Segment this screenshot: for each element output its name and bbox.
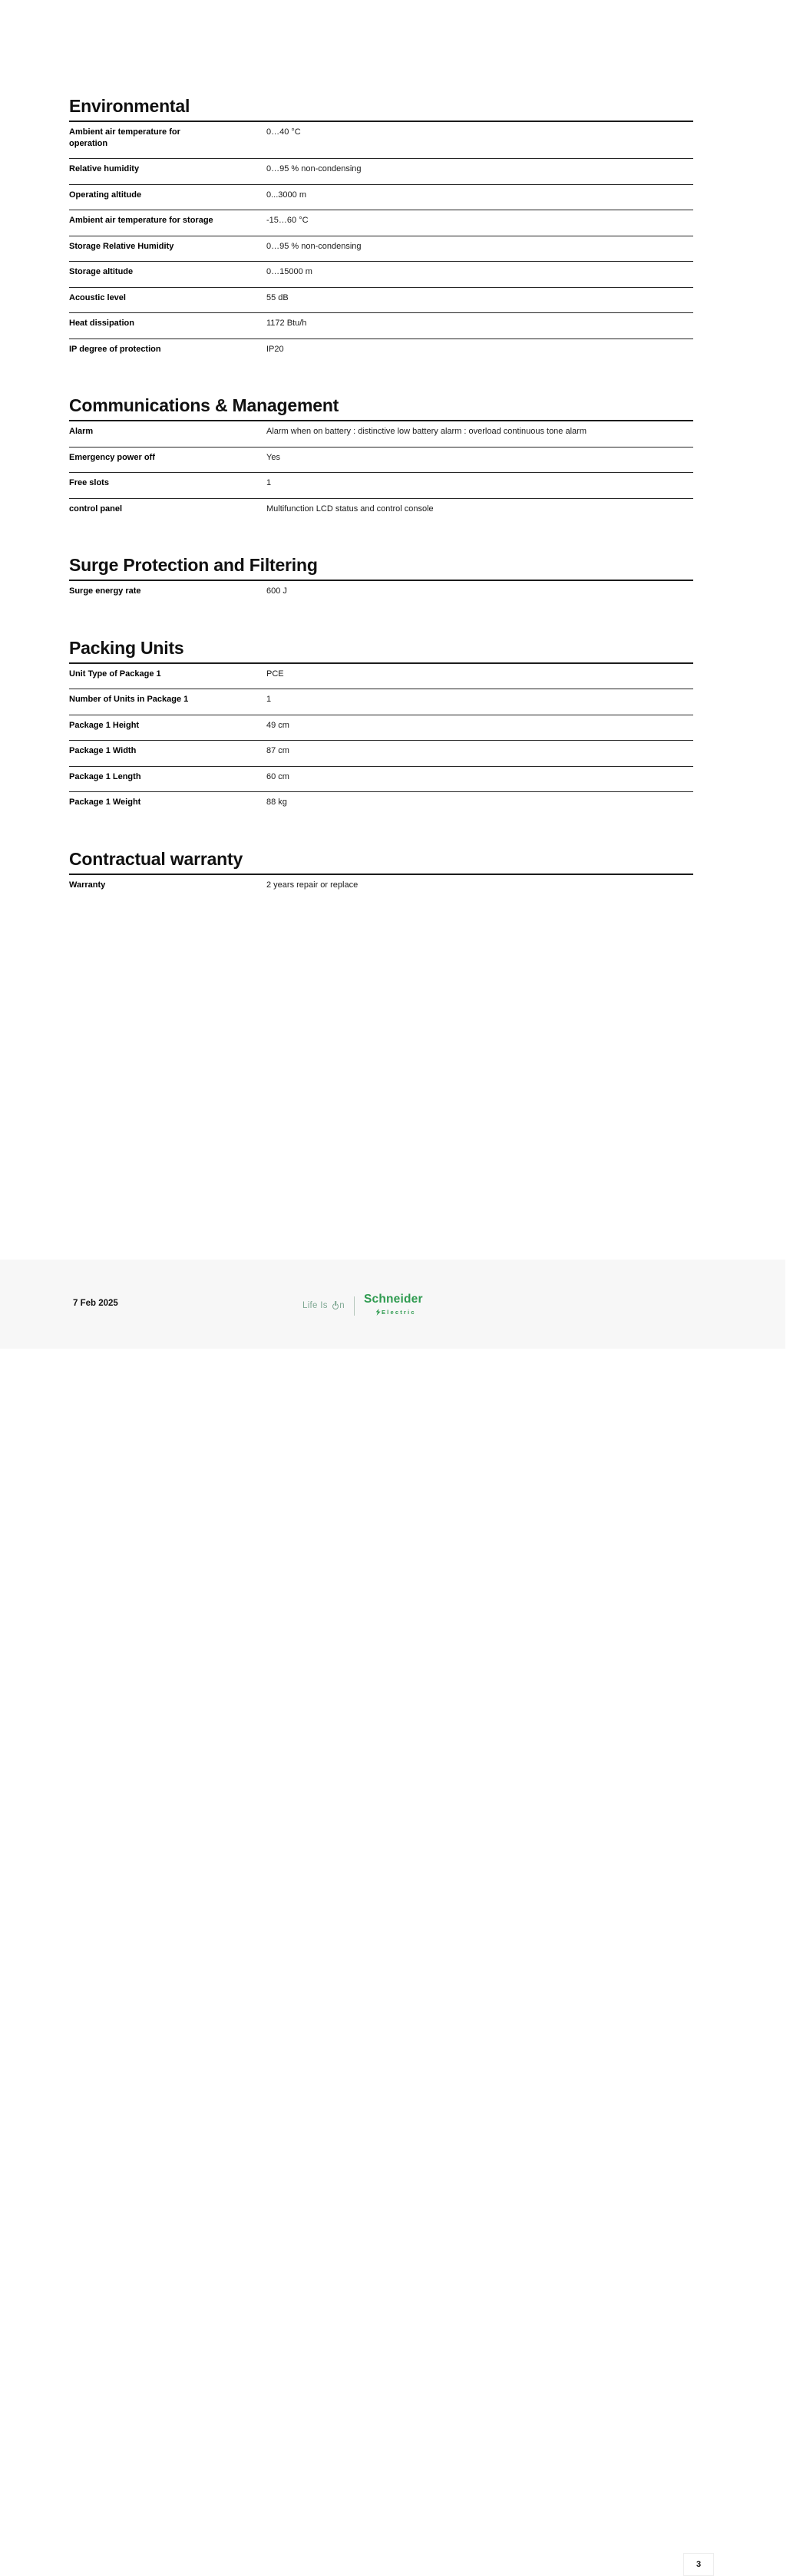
table-row (69, 689, 693, 715)
spec-label: Unit Type of Package 1 (69, 669, 161, 679)
spec-label: Surge energy rate (69, 586, 141, 596)
spec-table (69, 875, 693, 900)
spec-value (266, 473, 693, 499)
spec-value (266, 313, 693, 339)
spec-label: Alarm (69, 427, 94, 436)
table-row (69, 498, 693, 523)
spec-value (266, 875, 693, 900)
spec-section (69, 396, 693, 523)
spec-value (266, 184, 693, 210)
spec-value (266, 236, 693, 262)
spec-value-text: Multifunction LCD status and control console (266, 504, 434, 514)
table-row (69, 792, 693, 817)
spec-value-text: PCE (266, 669, 284, 679)
brand-subline (375, 1306, 423, 1319)
spec-section (69, 639, 693, 817)
logo-divider (354, 1296, 355, 1316)
spec-value-text: 49 cm (266, 720, 289, 730)
page-number: 3 (683, 2553, 714, 2576)
spec-value-text: 0…40 °C (266, 127, 301, 137)
spec-value (266, 581, 693, 606)
table-row (69, 581, 693, 606)
spec-label: Warranty (69, 880, 106, 890)
table-row (69, 473, 693, 499)
spec-label: Package 1 Weight (69, 798, 141, 807)
spec-value-text: 0…15000 m (266, 267, 312, 276)
spec-value-text: 1 (266, 695, 272, 704)
spec-value (266, 421, 693, 447)
brand-name: Schneider (363, 1293, 423, 1306)
spec-value (266, 287, 693, 313)
table-row (69, 421, 693, 447)
footer-date: 7 Feb 2025 (73, 1299, 118, 1308)
spec-value (266, 159, 693, 185)
section-title: Environmental (69, 97, 693, 122)
table-row (69, 664, 693, 689)
spec-section (69, 850, 693, 900)
lightning-icon (375, 1306, 381, 1319)
spec-value-text: 1 (266, 478, 272, 487)
spec-label: Package 1 Width (69, 746, 137, 755)
spec-label: Package 1 Length (69, 771, 141, 781)
spec-value (266, 447, 693, 473)
spec-value-text: 2 years repair or replace (266, 880, 359, 890)
spec-value-text: 1172 Btu/h (266, 319, 307, 328)
spec-value (266, 210, 693, 236)
spec-value-text: Alarm when on battery : distinctive low battery alarm : overload continuous tone alarm (266, 427, 587, 436)
brand-wordmark (364, 1293, 423, 1319)
spec-label: Free slots (69, 478, 109, 487)
spec-value-text: IP20 (266, 344, 284, 354)
spec-value (266, 262, 693, 288)
spec-value-text: 55 dB (266, 292, 289, 302)
table-row (69, 875, 693, 900)
table-row (69, 339, 693, 364)
section-title: Surge Protection and Filtering (69, 556, 693, 581)
section-title: Communications & Management (69, 396, 693, 421)
spec-value (266, 715, 693, 741)
section-title: Contractual warranty (69, 850, 693, 875)
spec-table (69, 581, 693, 606)
spec-value (266, 498, 693, 523)
table-row (69, 236, 693, 262)
spec-label: control panel (69, 504, 123, 514)
spec-label: Relative humidity (69, 164, 140, 173)
table-row (69, 159, 693, 185)
spec-table (69, 421, 693, 523)
spec-value-text: 0…95 % non-condensing (266, 241, 362, 251)
spec-label: IP degree of protection (69, 344, 161, 354)
table-row (69, 715, 693, 741)
table-row (69, 262, 693, 288)
spec-label: Storage Relative Humidity (69, 241, 174, 251)
spec-table (69, 664, 693, 817)
spec-label: Heat dissipation (69, 319, 134, 328)
spec-label: Package 1 Height (69, 720, 140, 730)
spec-value (266, 766, 693, 792)
spec-value-text: Yes (266, 452, 280, 462)
spec-section (69, 556, 693, 606)
spec-value-text: 87 cm (266, 746, 289, 755)
spec-value-text: -15…60 °C (266, 216, 309, 225)
table-row (69, 184, 693, 210)
brand-sub-text: Electric (381, 1308, 416, 1316)
table-row (69, 210, 693, 236)
table-row (69, 741, 693, 767)
spec-label: Storage altitude (69, 267, 134, 276)
table-row (69, 766, 693, 792)
table-row (69, 447, 693, 473)
page-footer (0, 1260, 785, 2569)
spec-value-text: 88 kg (266, 798, 287, 807)
spec-table (69, 122, 693, 364)
spec-value (266, 664, 693, 689)
table-row (69, 313, 693, 339)
spec-value-text: 0...3000 m (266, 190, 306, 200)
datasheet-content (69, 0, 693, 932)
spec-label: Operating altitude (69, 190, 142, 200)
spec-label: Number of Units in Package 1 (69, 695, 189, 704)
spec-label: Ambient air temperature for storage (69, 216, 213, 225)
life-is-on-tagline (302, 1301, 345, 1310)
spec-value-text: 60 cm (266, 771, 289, 781)
spec-value (266, 689, 693, 715)
spec-label: Emergency power off (69, 452, 155, 462)
spec-value (266, 122, 693, 159)
tagline-prefix: Life Is (302, 1301, 331, 1311)
spec-value (266, 792, 693, 817)
section-title: Packing Units (69, 639, 693, 664)
spec-value (266, 339, 693, 364)
table-row (69, 287, 693, 313)
spec-value (266, 741, 693, 767)
power-icon (332, 1303, 339, 1309)
spec-section (69, 97, 693, 364)
spec-value-text: 600 J (266, 586, 287, 596)
spec-label: Acoustic level (69, 292, 126, 302)
table-row (69, 122, 693, 159)
schneider-electric-logo (302, 1293, 423, 1319)
tagline-suffix: n (339, 1301, 345, 1311)
spec-value-text: 0…95 % non-condensing (266, 164, 362, 173)
spec-label: Ambient air temperature for operation (69, 127, 180, 148)
